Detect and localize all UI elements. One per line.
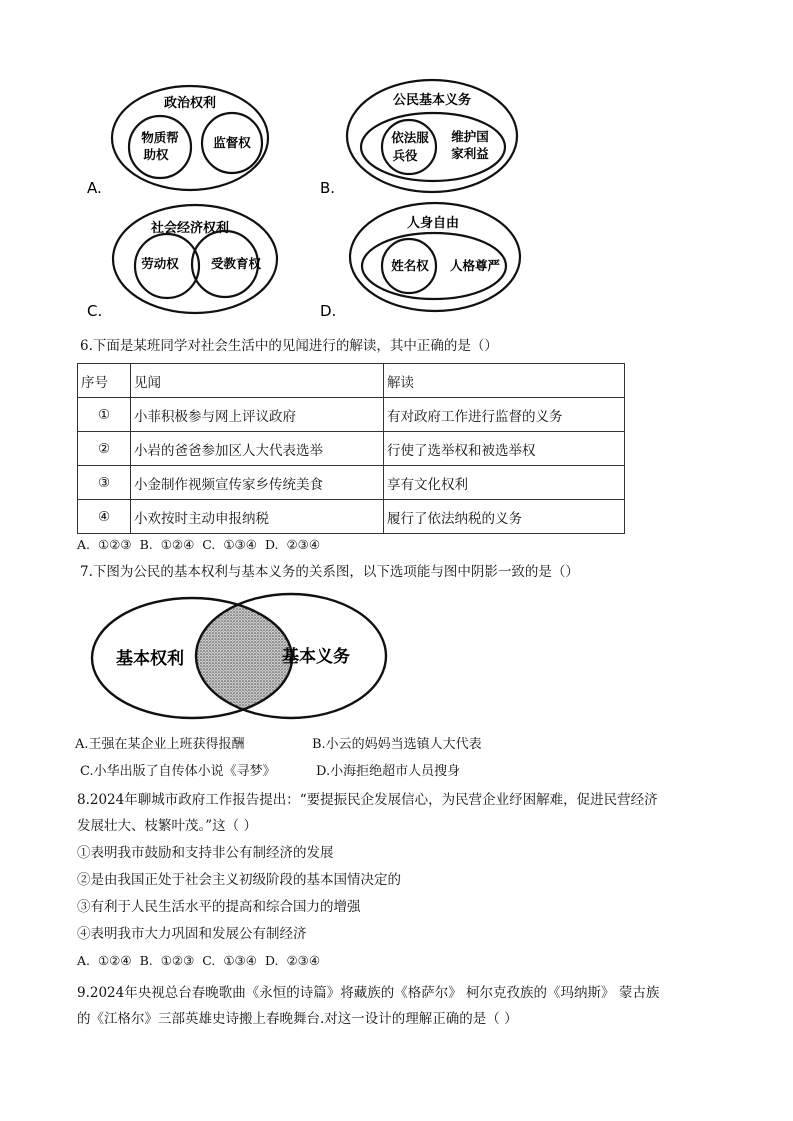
table-row bbox=[78, 398, 625, 432]
diagram-b-inner-circle bbox=[382, 120, 436, 174]
q7-option-a: A.王强在某企业上班获得报酬 bbox=[75, 737, 245, 752]
q7-option-b: B.小云的妈妈当选镇人大代表 bbox=[312, 737, 482, 752]
table-row bbox=[78, 432, 625, 466]
q8-stem-line1: 8.2024年聊城市政府工作报告提出：“要提振民企发展信心，为民营企业纾困解难，促进民营经济 bbox=[77, 792, 658, 808]
diagram-d-right-label: 人格尊严 bbox=[449, 258, 501, 273]
venn-right-label: 基本义务 bbox=[282, 647, 350, 667]
row-no: ④ bbox=[78, 500, 131, 534]
table-header-row bbox=[78, 364, 625, 398]
diagram-b-right-line2: 家利益 bbox=[451, 146, 489, 161]
q8-statement-1: ①表明我市鼓励和支持非公有制经济的发展 bbox=[77, 845, 334, 861]
diagram-b-inner-circle-line2: 兵役 bbox=[392, 148, 418, 163]
option-a-letter: A. bbox=[87, 179, 102, 197]
row-reading: 行使了选举权和被选举权 bbox=[384, 432, 625, 466]
header-event: 见闻 bbox=[131, 364, 384, 398]
diagram-b-outer-label: 公民基本义务 bbox=[392, 93, 472, 108]
row-event: 小岩的爸爸参加区人大代表选举 bbox=[131, 432, 384, 466]
diagram-d bbox=[350, 203, 520, 311]
option-d-letter: D. bbox=[320, 302, 337, 320]
option-b-letter: B. bbox=[320, 179, 336, 197]
diagram-a-inner-left-line2: 助权 bbox=[143, 147, 169, 162]
diagram-d-inner-circle-label: 姓名权 bbox=[391, 258, 429, 273]
q7-stem: 7.下图为公民的基本权利与基本义务的关系图，以下选项能与图中阴影一致的是（） bbox=[80, 564, 579, 580]
diagram-b-inner-circle-line1: 依法服 bbox=[391, 130, 429, 145]
option-c-letter: C. bbox=[87, 302, 103, 320]
table-row bbox=[78, 466, 625, 500]
q8-options: A. ①②④ B. ①②③ C. ①③④ D. ②③④ bbox=[77, 953, 321, 968]
row-event: 小金制作视频宣传家乡传统美食 bbox=[131, 466, 384, 500]
q8-statement-3: ③有利于人民生活水平的提高和综合国力的增强 bbox=[77, 899, 361, 915]
row-reading: 履行了依法纳税的义务 bbox=[384, 500, 625, 534]
q9-stem-line2: 的《江格尔》三部英雄史诗搬上春晚舞台.对这一设计的理解正确的是（ ） bbox=[77, 1011, 518, 1027]
diagram-d-outer-label: 人身自由 bbox=[406, 216, 460, 231]
q8-statement-4: ④表明我市大力巩固和发展公有制经济 bbox=[77, 926, 307, 942]
header-reading: 解读 bbox=[384, 364, 625, 398]
row-reading: 享有文化权利 bbox=[384, 466, 625, 500]
q7-option-c: C.小华出版了自传体小说《寻梦》 bbox=[80, 764, 276, 779]
diagram-b bbox=[347, 80, 517, 192]
row-no: ③ bbox=[78, 466, 131, 500]
q6-table bbox=[77, 363, 625, 534]
diagram-c-outer-label: 社会经济权利 bbox=[150, 221, 230, 236]
diagram-b-right-line1: 维护国 bbox=[451, 129, 489, 144]
row-no: ② bbox=[78, 432, 131, 466]
venn-left-label: 基本权利 bbox=[116, 649, 184, 669]
q8-statement-2: ②是由我国正处于社会主义初级阶段的基本国情决定的 bbox=[77, 872, 401, 888]
diagram-c-right-label: 受教育权 bbox=[210, 256, 262, 271]
row-no: ① bbox=[78, 398, 131, 432]
header-no: 序号 bbox=[78, 364, 131, 398]
q9-stem-line1: 9.2024年央视总台春晚歌曲《永恒的诗篇》将藏族的《格萨尔》 柯尔克孜族的《玛纳斯》 蒙古族 bbox=[77, 985, 660, 1001]
q7-option-d: D.小海拒绝超市人员搜身 bbox=[316, 764, 461, 779]
diagram-a-outer-label: 政治权利 bbox=[163, 96, 217, 111]
row-event: 小菲积极参与网上评议政府 bbox=[131, 398, 384, 432]
row-event: 小欢按时主动申报纳税 bbox=[131, 500, 384, 534]
q6-stem: 6.下面是某班同学对社会生活中的见闻进行的解读，其中正确的是（） bbox=[80, 338, 498, 354]
diagram-c bbox=[113, 205, 277, 313]
q7-venn-diagram bbox=[80, 590, 400, 730]
diagram-a-inner-left-line1: 物质帮 bbox=[141, 130, 179, 145]
diagram-a-inner-right-label: 监督权 bbox=[213, 135, 251, 150]
diagram-c-left-label: 劳动权 bbox=[141, 256, 179, 271]
q5-diagrams bbox=[0, 0, 793, 335]
row-reading: 有对政府工作进行监督的义务 bbox=[384, 398, 625, 432]
q8-stem-line2: 发展壮大、枝繁叶茂。”这（ ） bbox=[77, 818, 257, 834]
table-row bbox=[78, 500, 625, 534]
diagram-a bbox=[112, 86, 268, 190]
q6-options: A. ①②③ B. ①②④ C. ①③④ D. ②③④ bbox=[77, 537, 321, 552]
